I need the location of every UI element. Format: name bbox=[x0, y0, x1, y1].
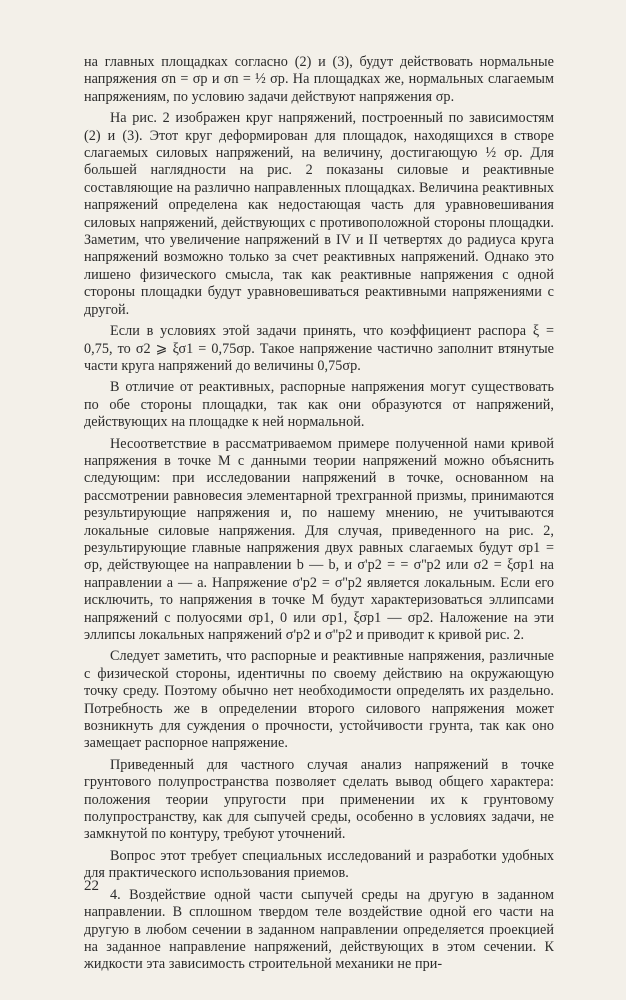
paragraph-8: Вопрос этот требует специальных исследований и разработки удобных для практического использования приемов. bbox=[84, 847, 554, 882]
paragraph-3: Если в условиях этой задачи принять, что коэффициент распора ξ = 0,75, то σ2 ⩾ ξσ1 = 0,75σp. Такое напряжение частично заполнит втянутые части круга напряжений до величины 0,75σp. bbox=[84, 323, 554, 374]
paragraph-5: Несоответствие в рассматриваемом примере полученной нами кривой напряжения в точке М с данными теории напряжений можно объяснить следующим: при исследовании напряжений в точке, основанном на рассмотрении равновесия элементарной трехгранной призмы, принимаются результирующие напряжения и, по нашему мнению, не учитываются локальные силовые напряжения. Для случая, приведенного на рис. 2, результирующие главные напряжения двух равных слагаемых будут σp1 = σp, действующее на направлении b — b, и σ'p2 = = σ''p2 или σ2 = ξσp1 на направлении a — a. Напряжение σ'p2 = σ''p2 является локальным. Если его исключить, то напряжения в точке М будут характеризоваться эллипсами напряжений с полуосями σp1, 0 или σp1, ξσp1 — σp2. Наложение на эти эллипсы локальных напряжений σ'p2 и σ''p2 и приводит к кривой рис. 2. bbox=[84, 435, 554, 643]
body-text bbox=[84, 54, 554, 978]
page-number: 22 bbox=[84, 878, 99, 894]
paragraph-1: на главных площадках согласно (2) и (3), будут действовать нормальные напряжения σn = σp и σn = ½ σp. На площадках же, нормальных слагаемым напряжениям, по условию задачи действуют напряжения σp. bbox=[84, 54, 554, 105]
paragraph-2: На рис. 2 изображен круг напряжений, построенный по зависимостям (2) и (3). Этот круг деформирован для площадок, находящихся в створе слагаемых силовых напряжений, на величину, достигающую ½ σp. Для большей наглядности на рис. 2 показаны силовые и реактивные составляющие на различно направленных площадках. Величина реактивных напряжений определена как недостающая часть для уравновешивания силовых напряжений, действующих с противоположной стороны площадки. Заметим, что увеличение напряжений в IV и II четвертях до радиуса круга напряжений возможно только за счет реактивных напряжений. Однако это лишено физического смысла, так как реактивные напряжения с одной стороны площадки будут уравновешиваться реактивными напряжениями с другой. bbox=[84, 110, 554, 318]
paragraph-6: Следует заметить, что распорные и реактивные напряжения, различные с физической стороны, идентичны по своему действию на окружающую точку среду. Поэтому обычно нет необходимости определять их раздельно. Потребность же в определении второго силового напряжения может возникнуть для суждения о прочности, устойчивости грунта, так как оно замещает распорное напряжение. bbox=[84, 648, 554, 752]
paragraph-7: Приведенный для частного случая анализ напряжений в точке грунтового полупространства позволяет сделать вывод общего характера: положения теории упругости при применении их к грунтовому полупространству, как для сыпучей среды, особенно в условиях задачи, не замкнутой по контуру, требуют уточнений. bbox=[84, 756, 554, 843]
paragraph-9: 4. Воздействие одной части сыпучей среды на другую в заданном направлении. В сплошном твердом теле воздействие одной его части на другую в любом сечении в заданном направлении определяется проекцией на заданное направление напряжений, действующих в этом сечении. К жидкости эта зависимость строительной механики не при- bbox=[84, 886, 554, 973]
paragraph-4: В отличие от реактивных, распорные напряжения могут существовать по обе стороны площадки, так как они образуются от напряжений, действующих на площадке к ней нормальной. bbox=[84, 379, 554, 431]
